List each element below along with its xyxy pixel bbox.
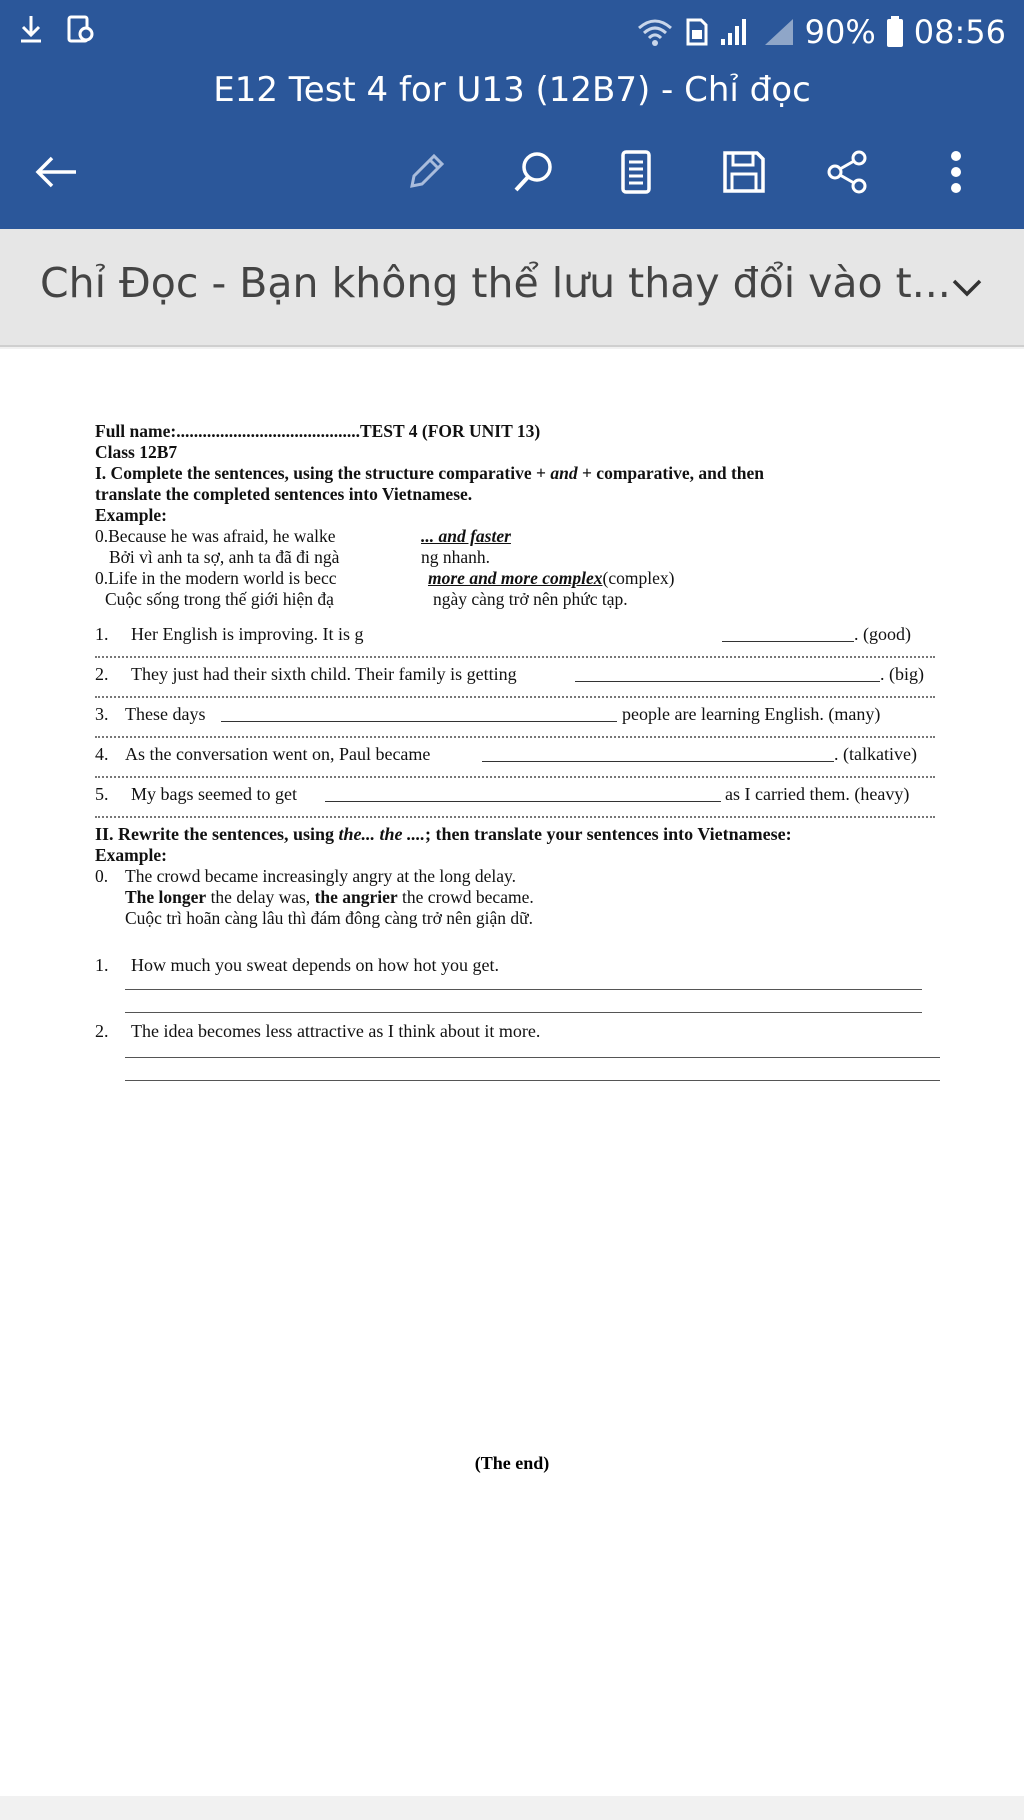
example-2-vi: Cuộc sống trong thế giới hiện đạ ngày càng trở nên phức tạp. xyxy=(105,589,628,609)
dotted-line[interactable] xyxy=(95,814,935,818)
question-4: 4. As the conversation went on, Paul became . (talkative) xyxy=(95,744,917,764)
read-only-message: Chỉ Đọc - Bạn không thể lưu thay đổi vào t... xyxy=(40,259,951,307)
share-button[interactable] xyxy=(816,140,880,204)
back-button[interactable] xyxy=(24,140,88,204)
dotted-line[interactable] xyxy=(95,694,935,698)
signal-icon xyxy=(763,17,795,47)
reading-view-button[interactable] xyxy=(604,140,668,204)
page-bottom-edge xyxy=(0,1796,1024,1820)
battery-percent: 90% xyxy=(804,13,876,51)
example-1-vi: Bởi vì anh ta sợ, anh ta đã đi ngà ng nhanh. xyxy=(109,547,491,567)
document-page[interactable] xyxy=(0,349,1024,1796)
test-title: TEST 4 (FOR UNIT 13) xyxy=(359,421,541,441)
answer-blank-4[interactable] xyxy=(482,746,834,762)
toolbar xyxy=(0,140,1024,204)
example-1-answer: ... and faster xyxy=(421,526,511,546)
signal-bars-icon xyxy=(719,17,753,47)
reading-view-icon xyxy=(619,149,653,195)
example-2-answer: more and more complex xyxy=(428,568,603,588)
section1-heading: I. Complete the sentences, using the structure comparative + and + comparative, and then xyxy=(95,463,765,483)
dotted-line[interactable] xyxy=(95,774,935,778)
document-title: E12 Test 4 for U13 (12B7) - Chỉ đọc xyxy=(213,70,811,110)
example-3-answer: The longer the delay was, the angrier the crowd became. xyxy=(125,887,534,907)
download-icon xyxy=(18,14,44,44)
dotted-line[interactable] xyxy=(95,654,935,658)
chevron-down-icon xyxy=(950,277,984,299)
read-only-banner[interactable] xyxy=(0,229,1024,347)
clock: 08:56 xyxy=(913,13,1006,51)
answer-line[interactable] xyxy=(125,989,922,990)
app-header xyxy=(0,0,1024,229)
answer-blank-5[interactable] xyxy=(325,786,721,802)
question-3: 3. These days people are learning English. (many) xyxy=(95,704,881,724)
question-2: 2. They just had their sixth child. Their family is getting . (big) xyxy=(95,664,924,684)
more-vert-icon xyxy=(949,149,963,195)
example2-label: Example: xyxy=(95,845,167,865)
pencil-icon xyxy=(404,150,448,194)
rewrite-question-1: 1. How much you sweat depends on how hot you get. xyxy=(95,955,499,975)
file-sync-icon xyxy=(66,14,94,44)
more-options-button[interactable] xyxy=(924,140,988,204)
answer-blank-3[interactable] xyxy=(221,706,617,722)
answer-line[interactable] xyxy=(125,1080,940,1081)
example-label: Example: xyxy=(95,505,167,525)
answer-blank-2[interactable] xyxy=(575,666,880,682)
search-icon xyxy=(511,149,557,195)
rewrite-question-2: 2. The idea becomes less attractive as I think about it more. xyxy=(95,1021,541,1041)
end-text: (The end) xyxy=(474,1453,550,1473)
save-button[interactable] xyxy=(712,140,776,204)
back-arrow-icon xyxy=(32,152,80,192)
example-2-en: 0.Life in the modern world is becc more and more complex(complex) xyxy=(95,568,675,588)
expand-banner-button[interactable] xyxy=(942,263,992,313)
section1-heading-cont: translate the completed sentences into Vietnamese. xyxy=(95,484,473,504)
full-name-line: Full name:..........................................TEST 4 (FOR UNIT 13) xyxy=(95,421,541,441)
answer-blank-1[interactable] xyxy=(722,626,854,642)
section2-heading: II. Rewrite the sentences, using the... the ....; then translate your sentences into Vietnamese: xyxy=(95,824,792,844)
save-icon xyxy=(721,149,767,195)
share-icon xyxy=(825,149,871,195)
example-3-en: 0. The crowd became increasingly angry at the long delay. xyxy=(95,866,516,886)
search-button[interactable] xyxy=(502,140,566,204)
example-1-en: 0.Because he was afraid, he walke ... and faster xyxy=(95,526,511,546)
document-content xyxy=(95,421,935,1081)
question-1: 1. Her English is improving. It is g . (good) xyxy=(95,624,911,644)
edit-button[interactable] xyxy=(394,140,458,204)
battery-icon xyxy=(886,16,904,48)
wifi-icon xyxy=(635,14,675,50)
dotted-line[interactable] xyxy=(95,734,935,738)
question-5: 5. My bags seemed to get as I carried them. (heavy) xyxy=(95,784,910,804)
answer-line[interactable] xyxy=(125,1057,940,1058)
sim-icon xyxy=(685,17,709,47)
class-label: Class 12B7 xyxy=(95,442,178,462)
example-3-vi: Cuộc trì hoãn càng lâu thì đám đông càng trở nên giận dữ. xyxy=(125,908,534,928)
status-bar xyxy=(0,0,1024,64)
